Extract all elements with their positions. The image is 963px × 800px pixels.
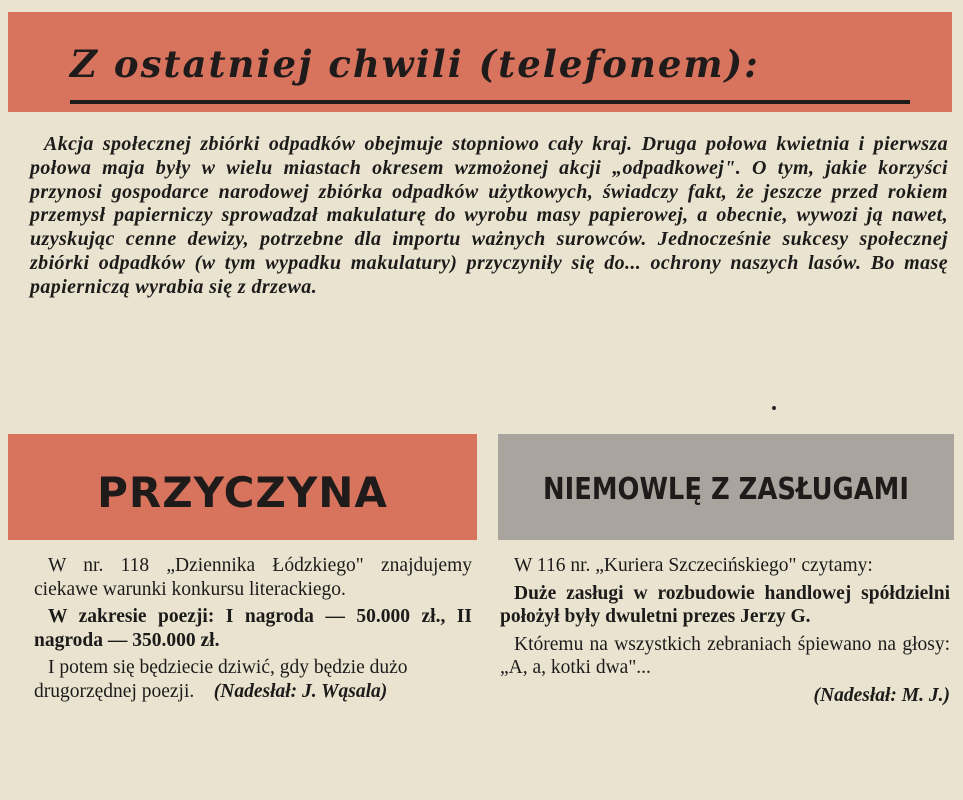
left-article-paragraph-2: W zakresie poezji: I nagroda — 50.000 zł., II nagroda — 350.000 zł. [34,606,472,651]
header-banner [8,12,952,112]
ink-dot [772,406,776,410]
left-article-title: PRZYCZYNA [97,468,388,517]
right-article-paragraph-2: Duże zasługi w rozbudowie handlowej spółdzielni położył były dwuletni prezes Jerzy G. [500,582,950,628]
right-article-body [500,554,950,708]
right-article-title: NIEMOWLĘ Z ZASŁUGAMI [543,472,909,507]
title-underline [70,100,910,104]
left-article-paragraph-3 [34,656,472,703]
right-article-banner [498,434,954,540]
right-article-signature: (Nadesłał: M. J.) [813,684,950,706]
page-title: Z ostatniej chwili (telefonem): [70,42,760,86]
left-article-banner [8,434,477,540]
right-article-paragraph-3: Któremu na wszystkich zebraniach śpiewano na głosy: „A, a, kotki dwa"... [500,633,950,679]
left-article-paragraph-3-text: I potem się będziecie dziwić, gdy będzie dużo drugorzędnej poezji. [34,657,408,702]
right-article-paragraph-1: W 116 nr. „Kuriera Szczecińskiego" czytamy: [514,555,873,576]
left-article-paragraph-1: W nr. 118 „Dziennika Łódzkiego" znajdujemy ciekawe warunki konkursu literackiego. [34,555,472,600]
left-article-signature: (Nadesłał: J. Wąsala) [213,680,388,702]
lead-paragraph: Akcja społecznej zbiórki odpadków obejmuje stopniowo cały kraj. Druga połowa kwietnia i pierwsza połowa maja były w wielu miastach okresem wzmożonej akcji „odpadkowej". O tym, jakie korzyści przynosi gospodarce narodowej zbiórka odpadków użytkowych, świadczy fakt, że jeszcze przed rokiem przemysł papierniczy sprowadzał makulaturę do wyrobu masy papierowej, a obecnie, wywozi ją nawet, uzyskując cenne dewizy, potrzebne dla importu ważnych surowców. Jednocześnie sukcesy społecznej zbiórki odpadków (w tym wypadku makulatury) przyczyniły się do... ochrony naszych lasów. Bo masę papierniczą wyrabia się z drzewa. [30,133,948,298]
left-article-body [34,554,472,708]
